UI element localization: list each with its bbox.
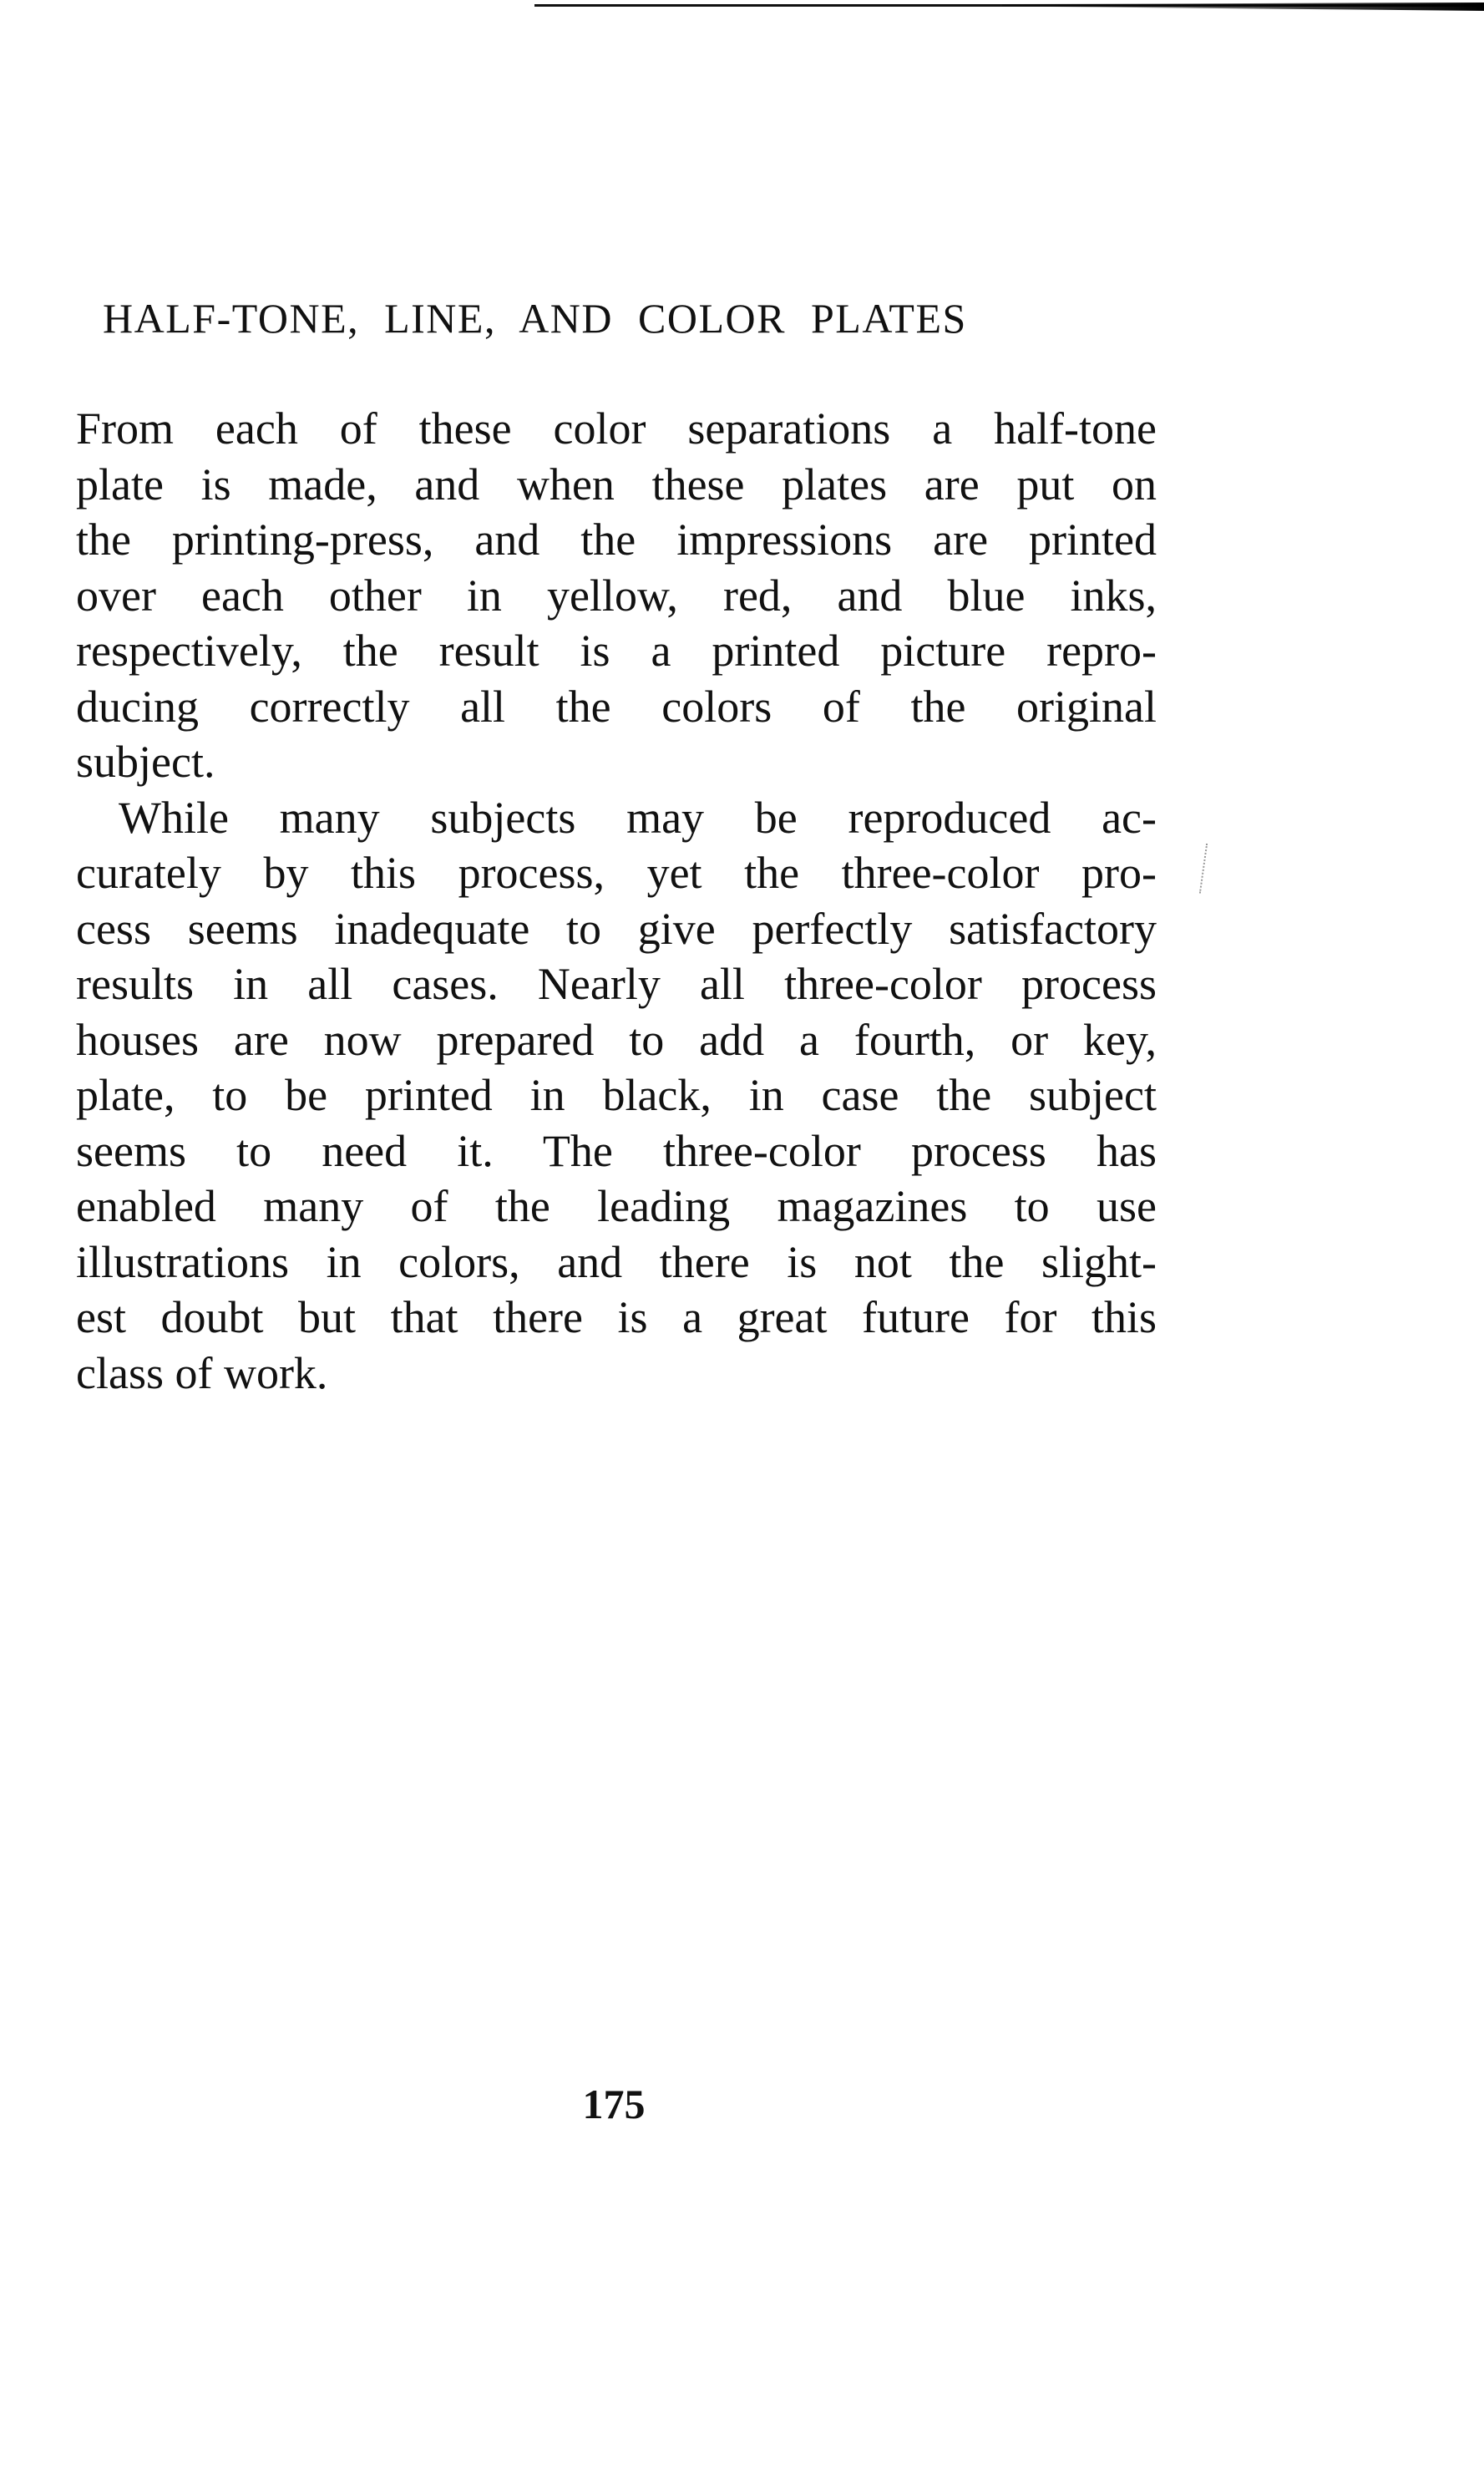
text-line: seems to need it. The three-color process has: [76, 1125, 1157, 1176]
text-line: cess seems inadequate to give perfectly satisfactory: [76, 903, 1157, 954]
text-line: respectively, the result is a printed picture repro-: [76, 626, 1157, 676]
text-line: est doubt but that there is a great future for this: [76, 1292, 1157, 1342]
text-line: houses are now prepared to add a fourth, or key,: [76, 1014, 1157, 1065]
text-line: the printing-press, and the impressions are printed: [76, 515, 1157, 565]
text-line: enabled many of the leading magazines to use: [76, 1181, 1157, 1231]
page-number: 175: [582, 2081, 646, 2127]
paragraph-2: [76, 790, 1157, 1402]
text-line: subject.: [76, 737, 215, 787]
text-line: class of work.: [76, 1347, 328, 1398]
text-line: plate is made, and when these plates are put on: [76, 459, 1157, 510]
text-line: From each of these color separations a half-tone: [76, 403, 1157, 454]
text-line: plate, to be printed in black, in case the subject: [76, 1070, 1157, 1120]
running-header: HALF-TONE, LINE, AND COLOR PLATES: [103, 295, 967, 342]
text-line: results in all cases. Nearly all three-color process: [76, 959, 1157, 1009]
margin-scan-mark: [1199, 844, 1209, 894]
text-line: ducing correctly all the colors of the original: [76, 681, 1157, 732]
paragraph-1: [76, 401, 1157, 790]
body-text: [76, 401, 1157, 1401]
text-line: While many subjects may be reproduced ac-: [119, 792, 1157, 843]
text-line: illustrations in colors, and there is not the slight-: [76, 1236, 1157, 1287]
text-line: curately by this process, yet the three-color pro-: [76, 848, 1157, 898]
text-line: over each other in yellow, red, and blue inks,: [76, 570, 1157, 621]
